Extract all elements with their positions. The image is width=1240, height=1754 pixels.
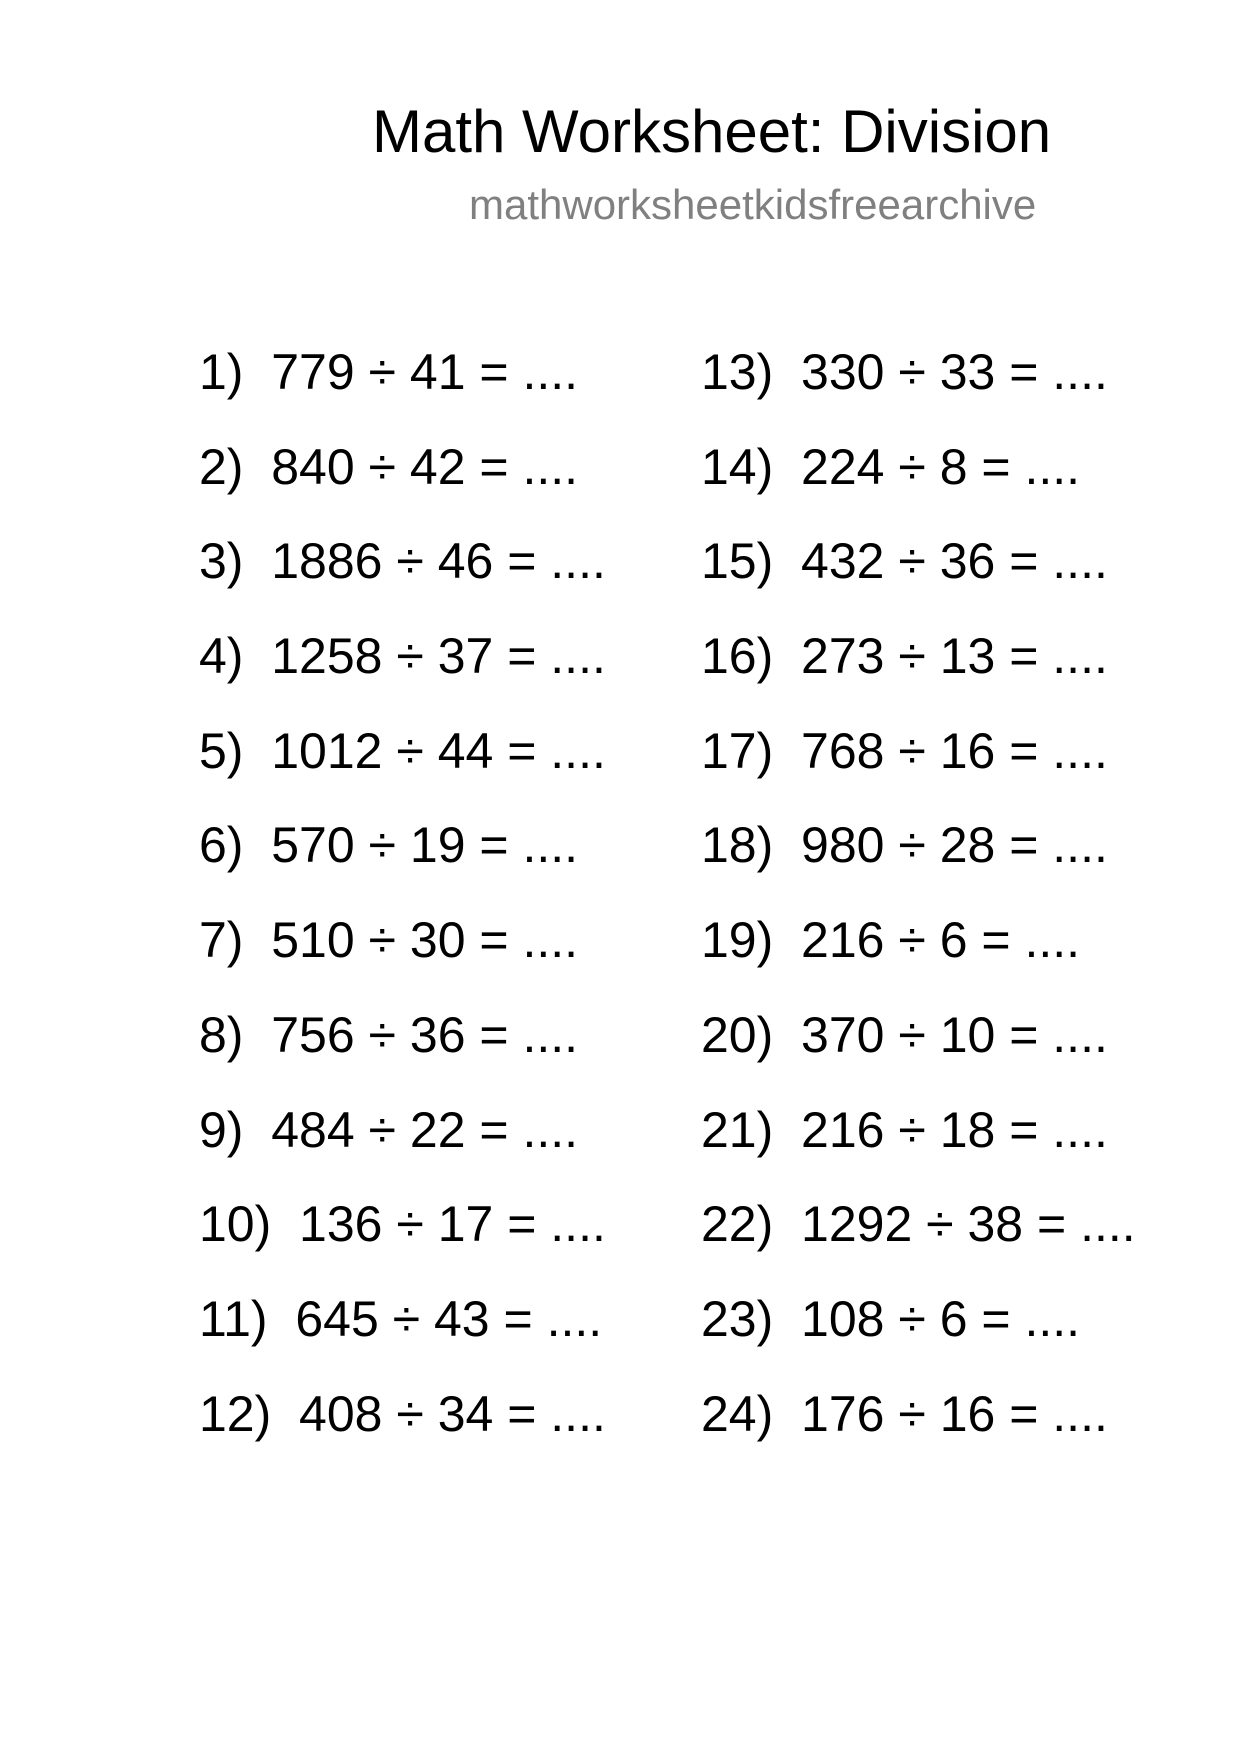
problem-17: 17) 768 ÷ 16 = .... bbox=[701, 722, 1108, 779]
problem-18: 18) 980 ÷ 28 = .... bbox=[701, 817, 1108, 874]
problem-2: 2) 840 ÷ 42 = .... bbox=[199, 438, 579, 495]
problem-22: 22) 1292 ÷ 38 = .... bbox=[701, 1196, 1136, 1253]
worksheet-title: Math Worksheet: Division bbox=[372, 98, 1052, 165]
problems-left-column bbox=[199, 342, 606, 1478]
problem-10: 10) 136 ÷ 17 = .... bbox=[199, 1196, 606, 1253]
problem-4: 4) 1258 ÷ 37 = .... bbox=[199, 628, 606, 685]
problem-20: 20) 370 ÷ 10 = .... bbox=[701, 1006, 1108, 1063]
problem-5: 5) 1012 ÷ 44 = .... bbox=[199, 722, 606, 779]
problem-11: 11) 645 ÷ 43 = .... bbox=[199, 1290, 603, 1347]
problem-23: 23) 108 ÷ 6 = .... bbox=[701, 1290, 1081, 1347]
problem-15: 15) 432 ÷ 36 = .... bbox=[701, 533, 1108, 590]
problem-7: 7) 510 ÷ 30 = .... bbox=[199, 912, 579, 969]
problem-3: 3) 1886 ÷ 46 = .... bbox=[199, 533, 606, 590]
problem-21: 21) 216 ÷ 18 = .... bbox=[701, 1101, 1108, 1158]
problem-14: 14) 224 ÷ 8 = .... bbox=[701, 438, 1081, 495]
problem-8: 8) 756 ÷ 36 = .... bbox=[199, 1006, 579, 1063]
problem-16: 16) 273 ÷ 13 = .... bbox=[701, 628, 1108, 685]
worksheet-subtitle: mathworksheetkidsfreearchive bbox=[469, 181, 1037, 228]
problems-right-column bbox=[701, 342, 1136, 1478]
problem-6: 6) 570 ÷ 19 = .... bbox=[199, 817, 579, 874]
problem-9: 9) 484 ÷ 22 = .... bbox=[199, 1101, 579, 1158]
problem-12: 12) 408 ÷ 34 = .... bbox=[199, 1385, 606, 1442]
problem-1: 1) 779 ÷ 41 = .... bbox=[199, 344, 579, 400]
problem-13: 13) 330 ÷ 33 = .... bbox=[701, 344, 1108, 400]
problem-24: 24) 176 ÷ 16 = .... bbox=[701, 1385, 1108, 1442]
problem-19: 19) 216 ÷ 6 = .... bbox=[701, 912, 1081, 969]
